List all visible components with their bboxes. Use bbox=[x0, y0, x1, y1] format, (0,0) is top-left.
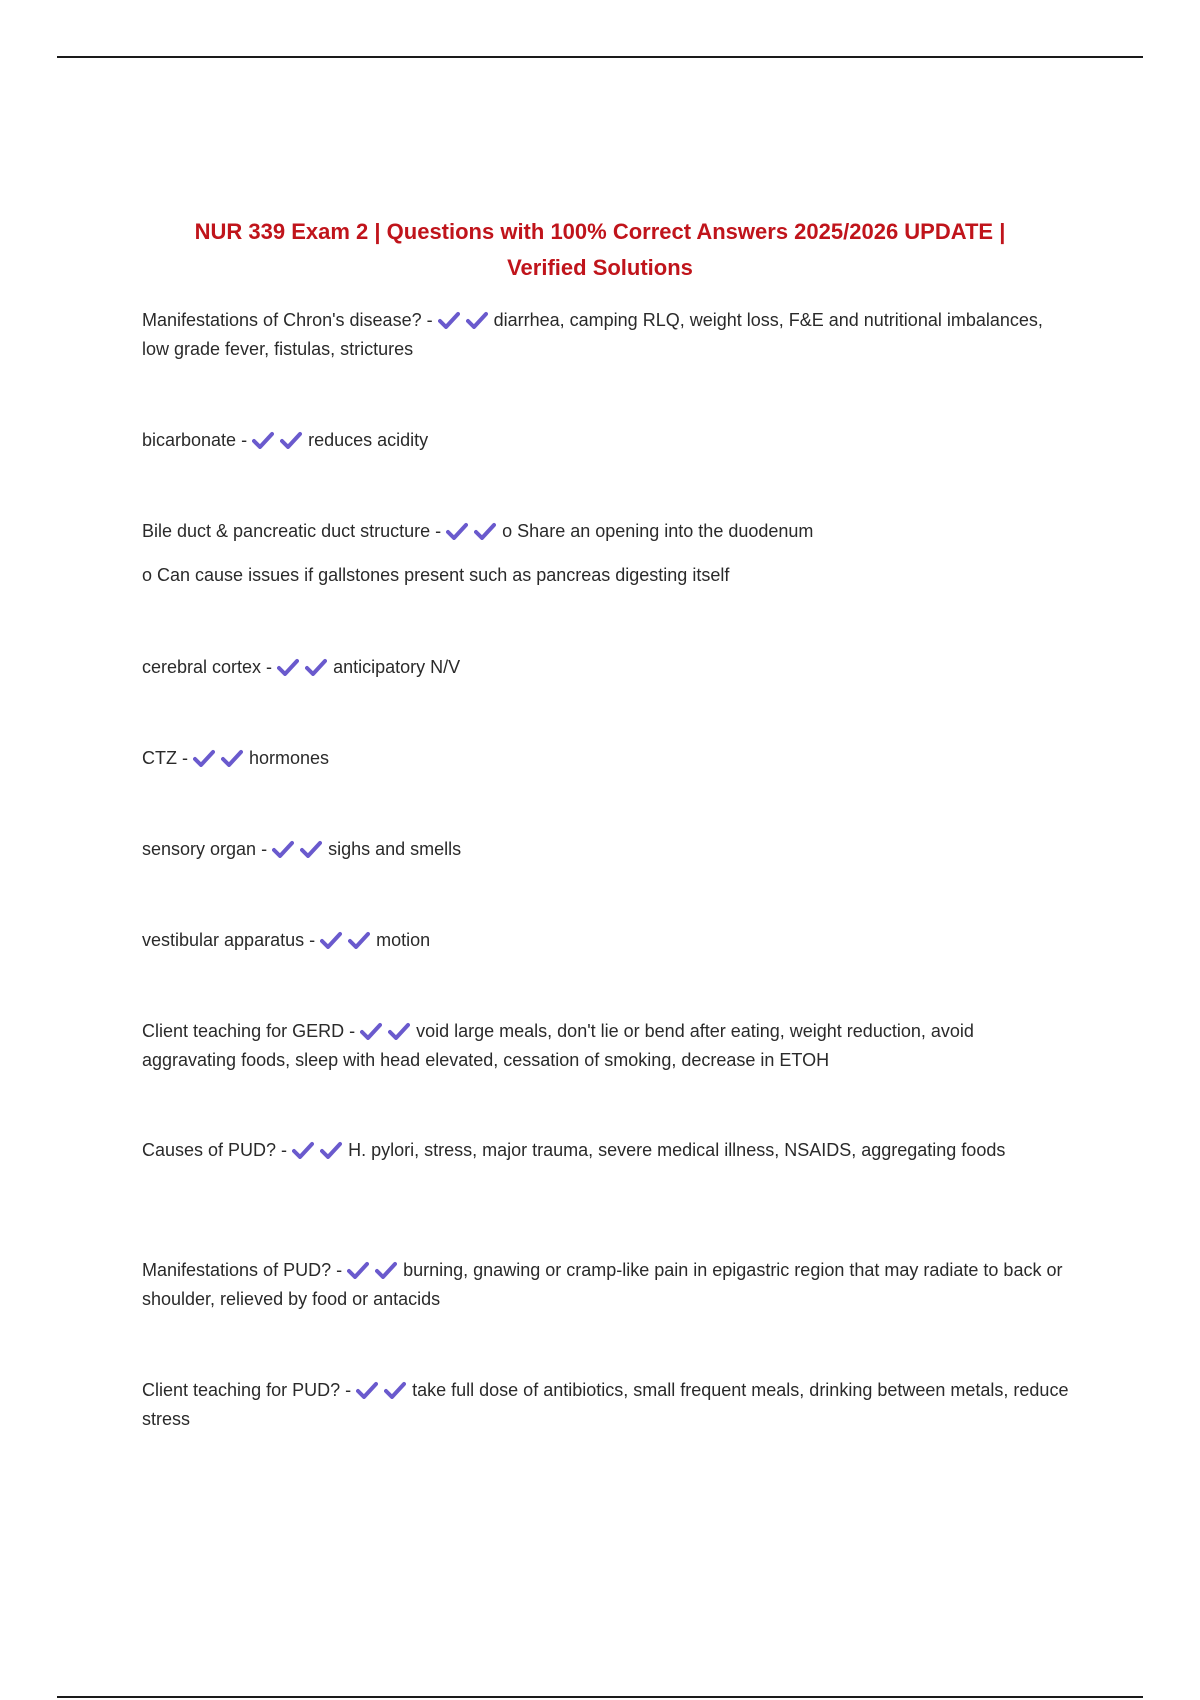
answer-text: burning, gnawing or cramp-like pain in epigastric region that may radiate to back or shoulder, relieved by food or antacids bbox=[142, 1260, 1063, 1309]
qa-item bbox=[142, 835, 1072, 864]
answer-text: sighs and smells bbox=[328, 839, 462, 859]
answer-text: hormones bbox=[249, 748, 330, 768]
check-mark-icon bbox=[384, 1381, 406, 1399]
check-mark-icon bbox=[221, 749, 243, 767]
answer-text: reduces acidity bbox=[308, 430, 429, 450]
answer-text: motion bbox=[376, 930, 431, 950]
question-text: CTZ - bbox=[142, 748, 188, 768]
answer-text: H. pylori, stress, major trauma, severe medical illness, NSAIDS, aggregating foods bbox=[348, 1140, 1006, 1160]
check-mark-icon bbox=[193, 749, 215, 767]
question-text: Causes of PUD? - bbox=[142, 1140, 288, 1160]
check-mark-icon bbox=[388, 1022, 410, 1040]
question-text: Manifestations of PUD? - bbox=[142, 1260, 343, 1280]
check-mark-icon bbox=[375, 1261, 397, 1279]
question-text: Bile duct & pancreatic duct structure - bbox=[142, 521, 442, 541]
check-mark-icon bbox=[466, 311, 488, 329]
check-mark-icon bbox=[438, 311, 460, 329]
check-mark-icon bbox=[292, 1141, 314, 1159]
check-mark-icon bbox=[280, 431, 302, 449]
check-mark-icon bbox=[320, 1141, 342, 1159]
answer-continuation: o Can cause issues if gallstones present such as pancreas digesting itself bbox=[142, 565, 730, 585]
header-rule bbox=[57, 56, 1143, 58]
footer-rule bbox=[57, 1696, 1143, 1698]
check-mark-icon bbox=[446, 522, 468, 540]
check-mark-icon bbox=[277, 658, 299, 676]
qa-item bbox=[142, 306, 1072, 364]
qa-item bbox=[142, 926, 1072, 955]
check-mark-icon bbox=[356, 1381, 378, 1399]
question-text: Client teaching for PUD? - bbox=[142, 1380, 352, 1400]
title-line-2: Verified Solutions bbox=[507, 255, 693, 280]
answer-text: o Share an opening into the duodenum bbox=[502, 521, 814, 541]
qa-item bbox=[142, 1017, 1072, 1075]
qa-item bbox=[142, 1376, 1072, 1434]
qa-item bbox=[142, 653, 1072, 682]
check-mark-icon bbox=[252, 431, 274, 449]
check-mark-icon bbox=[347, 1261, 369, 1279]
question-text: bicarbonate - bbox=[142, 430, 248, 450]
qa-item bbox=[142, 426, 1072, 455]
check-mark-icon bbox=[320, 931, 342, 949]
check-mark-icon bbox=[272, 840, 294, 858]
question-text: vestibular apparatus - bbox=[142, 930, 316, 950]
answer-text: take full dose of antibiotics, small frequent meals, drinking between metals, reduce stress bbox=[142, 1380, 1069, 1429]
check-mark-icon bbox=[474, 522, 496, 540]
answer-text: anticipatory N/V bbox=[333, 657, 461, 677]
question-text: cerebral cortex - bbox=[142, 657, 273, 677]
question-text: sensory organ - bbox=[142, 839, 268, 859]
question-text: Manifestations of Chron's disease? - bbox=[142, 310, 433, 330]
document-title bbox=[120, 214, 1080, 286]
qa-item bbox=[142, 517, 1072, 546]
check-mark-icon bbox=[300, 840, 322, 858]
check-mark-icon bbox=[360, 1022, 382, 1040]
qa-item bbox=[142, 744, 1072, 773]
qa-item bbox=[142, 1256, 1072, 1314]
check-mark-icon bbox=[305, 658, 327, 676]
qa-item bbox=[142, 1136, 1072, 1165]
title-line-1: NUR 339 Exam 2 | Questions with 100% Correct Answers 2025/2026 UPDATE | bbox=[194, 219, 1006, 244]
check-mark-icon bbox=[348, 931, 370, 949]
answer-text: diarrhea, camping RLQ, weight loss, F&E and nutritional imbalances, low grade fever, fistulas, strictures bbox=[142, 310, 1043, 359]
question-text: Client teaching for GERD - bbox=[142, 1021, 356, 1041]
answer-text: void large meals, don't lie or bend after eating, weight reduction, avoid aggravating foods, sleep with head elevated, cessation of smoking, decrease in ETOH bbox=[142, 1021, 974, 1070]
